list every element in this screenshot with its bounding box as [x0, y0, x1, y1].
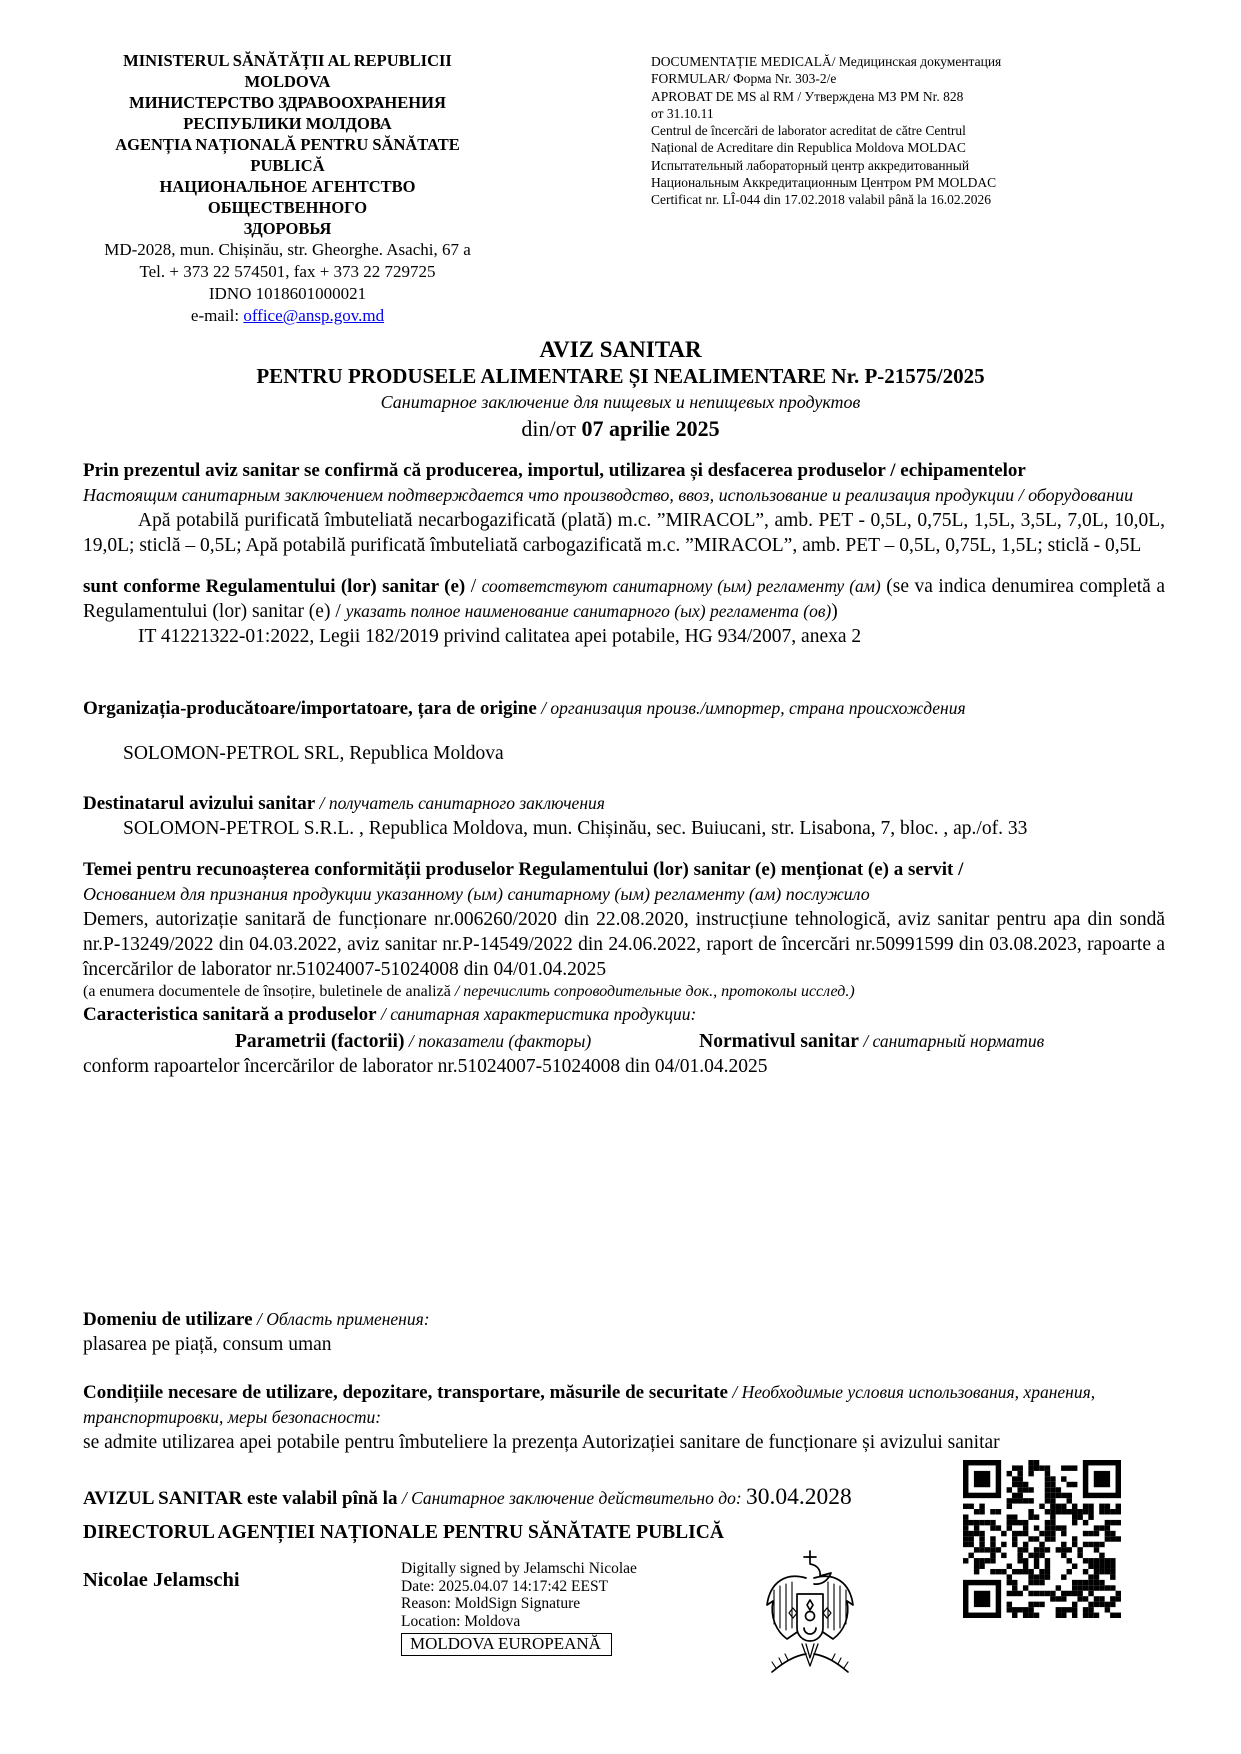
- authority-line: AGENȚIA NAȚIONALĂ PENTRU SĂNĂTATE PUBLICĂ: [115, 135, 460, 175]
- characteristics-columns: [83, 1029, 1165, 1054]
- director-title: DIRECTORUL AGENȚIEI NAȚIONALE PENTRU SĂNĂTATE PUBLICĂ: [83, 1522, 724, 1543]
- section-label: Destinatarul avizului sanitar: [83, 793, 316, 814]
- document-subtitle-russian: Санитарное заключение для пищевых и непищевых продуктов: [380, 392, 861, 412]
- section-label-russian: Настоящим санитарным заключением подтверждается что производство, ввоз, использование и реализация продукции / оборудовании: [83, 485, 1134, 505]
- parameters-header-ro: Parametrii (factorii): [235, 1031, 405, 1052]
- section-label-russian: / организация произв./импортер, страна происхождения: [536, 698, 966, 718]
- section-label: Prin prezentul aviz sanitar se confirmă că producerea, importul, utilizarea și desfacerea produselor / echipamentelor: [83, 460, 1026, 481]
- conditions-value: se admite utilizarea apei potabile pentru îmbuteliere la prezența Autorizației sanitare de funcționare și avizului sanitar: [83, 1432, 1000, 1453]
- document-title: AVIZ SANITAR: [539, 337, 702, 362]
- norm-header-ru: / санитарный норматив: [858, 1031, 1045, 1051]
- form-info-line: Национальным Аккредитационным Центром РМ MOLDAC: [651, 175, 997, 191]
- signature-reason: Reason: MoldSign Signature: [401, 1595, 581, 1613]
- validity-label: AVIZUL SANITAR este valabil pînă la: [83, 1488, 398, 1509]
- authority-line: НАЦИОНАЛЬНОЕ АГЕНТСТВО ОБЩЕСТВЕННОГО: [159, 177, 416, 217]
- digital-signature-block: [401, 1560, 637, 1656]
- authority-line: ЗДОРОВЬЯ: [243, 219, 332, 238]
- grounds-note-normal: (a enumera documentele de însoțire, buletinele de analiză: [83, 983, 455, 1000]
- validity-label-russian: / Санитарное заключение действительно до:: [397, 1488, 747, 1508]
- form-info-line: DOCUMENTAȚIE MEDICALĂ/ Медицинская документация: [651, 54, 1002, 69]
- document-body: [0, 458, 1241, 1593]
- issuing-authority-block: [85, 50, 490, 327]
- form-info-line: от 31.10.11: [651, 105, 714, 121]
- section-label-russian: / санитарная характеристика продукции:: [376, 1004, 697, 1024]
- grounds-text: Demers, autorizație sanitară de funcționare nr.006260/2020 din 22.08.2020, instrucțiune tehnologică, aviz sanitar pentru apa din sondă nr.P-13249/2022 din 04.03.2022, aviz sanitar nr.P-14549/2022 din 24.06.2022, raport de încercări nr.50991599 din 03.08.2023, rapoarte a încercărilor de laborator nr.51024007-51024008 din 04/01.04.2025: [83, 909, 1165, 980]
- section-confirmation: [83, 458, 1165, 558]
- form-info-line: Național de Acreditare din Republica Moldova MOLDAC: [651, 140, 966, 156]
- section-label: Condițiile necesare de utilizare, depozitare, transportare, măsurile de securitate: [83, 1382, 728, 1403]
- form-info-line: FORMULAR/ Форма Nr. 303-2/e: [651, 71, 837, 87]
- section-label-russian: соответствуют санитарному (ым) регламенту (ам): [481, 576, 881, 596]
- form-info-line: Centrul de încercări de laborator acreditat de către Centrul: [651, 123, 966, 139]
- section-label: Organizația-producătoare/importatoare, țara de origine: [83, 698, 537, 719]
- signature-location: Location: Moldova: [401, 1612, 521, 1630]
- section-note-russian: указать полное наименование санитарного (ых) регламента (ов): [345, 601, 832, 621]
- section-label-russian-2: транспортировки, меры безопасности:: [83, 1407, 382, 1427]
- section-label-russian: / получатель санитарного заключения: [315, 793, 605, 813]
- section-label: Temei pentru recunoașterea conformității produselor Regulamentului (lor) sanitar (e) menționat (e) a servit /: [83, 859, 964, 880]
- moldova-europeana-stamp: MOLDOVA EUROPEANĂ: [401, 1633, 612, 1656]
- email-label: e-mail:: [190, 306, 244, 325]
- form-info-block: [651, 50, 1199, 327]
- authority-line: МИНИСТЕРСТВО ЗДРАВООХРАНЕНИЯ: [129, 93, 446, 112]
- section-recipient: [83, 791, 1165, 841]
- regulations-value: IT 41221322-01:2022, Legii 182/2019 privind calitatea apei potabile, HG 934/2007, anexa 2: [138, 626, 862, 647]
- issue-date-line: [0, 415, 1241, 442]
- authority-email-line: [85, 305, 490, 327]
- product-description: Apă potabilă purificată îmbuteliată necarbogazificată (plată) m.c. ”MIRACOL”, amb. PET - 0,5L, 0,75L, 1,5L, 3,5L, 7,0L, 10,0L, 19,0L; sticlă – 0,5L; Apă potabilă purificată îmbuteliată carbogazificată m.c. ”MIRACOL”, amb. PET – 0,5L, 0,75L, 1,5L; sticlă - 0,5L: [83, 510, 1165, 556]
- section-characteristics: [83, 1002, 1165, 1079]
- issue-date-prefix: din/от: [521, 416, 582, 441]
- section-regulations: [83, 574, 1165, 649]
- authority-phone: Tel. + 373 22 574501, fax + 373 22 729725: [139, 262, 436, 281]
- norm-column-header: [699, 1029, 1044, 1054]
- document-subtitle-number: PENTRU PRODUSELE ALIMENTARE ȘI NEALIMENTARE Nr. P-21575/2025: [256, 364, 985, 388]
- producer-value: SOLOMON-PETROL SRL, Republica Moldova: [123, 743, 504, 764]
- authority-address: MD-2028, mun. Chișinău, str. Gheorghe. Asachi, 67 a: [104, 240, 471, 259]
- section-label-russian: / Область применения:: [252, 1309, 430, 1329]
- form-info-line: APROBAT DE MS al RM / Утверждена МЗ РМ Nr. 828: [651, 88, 964, 104]
- section-label: Caracteristica sanitară a produselor: [83, 1004, 377, 1025]
- section-label: Domeniu de utilizare: [83, 1309, 253, 1330]
- characteristics-value: conform rapoartelor încercărilor de laborator nr.51024007-51024008 din 04/01.04.2025: [83, 1056, 768, 1077]
- section-grounds: [83, 857, 1165, 1002]
- document-title-block: [0, 336, 1241, 442]
- form-info-line: Испытательный лабораторный центр аккредитованный: [651, 157, 970, 173]
- parameters-header-ru: / показатели (факторы): [404, 1031, 592, 1051]
- qr-code: [963, 1460, 1121, 1618]
- section-note: (se va indica denumirea completă a Regulamentului (lor) sanitar (e) /: [83, 576, 1165, 622]
- grounds-note: [83, 982, 1165, 1002]
- domain-value: plasarea pe piață, consum uman: [83, 1334, 332, 1355]
- issue-date: 07 aprilie 2025: [581, 416, 720, 441]
- norm-header-ro: Normativul sanitar: [699, 1031, 859, 1052]
- grounds-note-russian: / перечислить сопроводительные док., протоколы исслед.): [454, 983, 855, 1000]
- validity-date: 30.04.2028: [746, 1484, 852, 1510]
- section-label-russian: Основанием для признания продукции указанному (ым) санитарному (ым) регламенту (ам) послужило: [83, 884, 870, 904]
- signature-date: Date: 2025.04.07 14:17:42 EEST: [401, 1577, 609, 1595]
- parameters-column-header: [235, 1029, 591, 1054]
- email-link[interactable]: office@ansp.gov.md: [243, 306, 385, 325]
- director-name: Nicolae Jelamschi: [83, 1569, 240, 1591]
- recipient-value: SOLOMON-PETROL S.R.L. , Republica Moldova, mun. Chișinău, sec. Buiucani, str. Lisabona, 7, bloc. , ap./of. 33: [123, 818, 1028, 839]
- signature-signed-by: Digitally signed by Jelamschi Nicolae: [401, 1560, 637, 1577]
- accreditation-certificate-line: Certificat nr. LÎ-044 din 17.02.2018 valabil până la 16.02.2026: [651, 192, 992, 208]
- closing-paren: ): [831, 601, 838, 622]
- section-domain: [83, 1307, 1165, 1357]
- separator: /: [465, 576, 482, 597]
- section-producer: [83, 696, 1165, 766]
- moldova-coat-of-arms-icon: [760, 1548, 860, 1694]
- empty-table-area: [83, 1079, 1165, 1307]
- section-label: sunt conforme Regulamentului (lor) sanitar (e): [83, 576, 466, 597]
- section-conditions: [83, 1380, 1165, 1455]
- authority-line: РЕСПУБЛИКИ МОЛДОВА: [183, 114, 392, 133]
- section-label-russian: / Необходимые условия использования, хранения,: [728, 1382, 1096, 1402]
- document-header: [0, 0, 1241, 327]
- authority-line: MINISTERUL SĂNĂTĂȚII AL REPUBLICII MOLDOVA: [123, 51, 452, 91]
- authority-idno: IDNO 1018601000021: [208, 284, 367, 303]
